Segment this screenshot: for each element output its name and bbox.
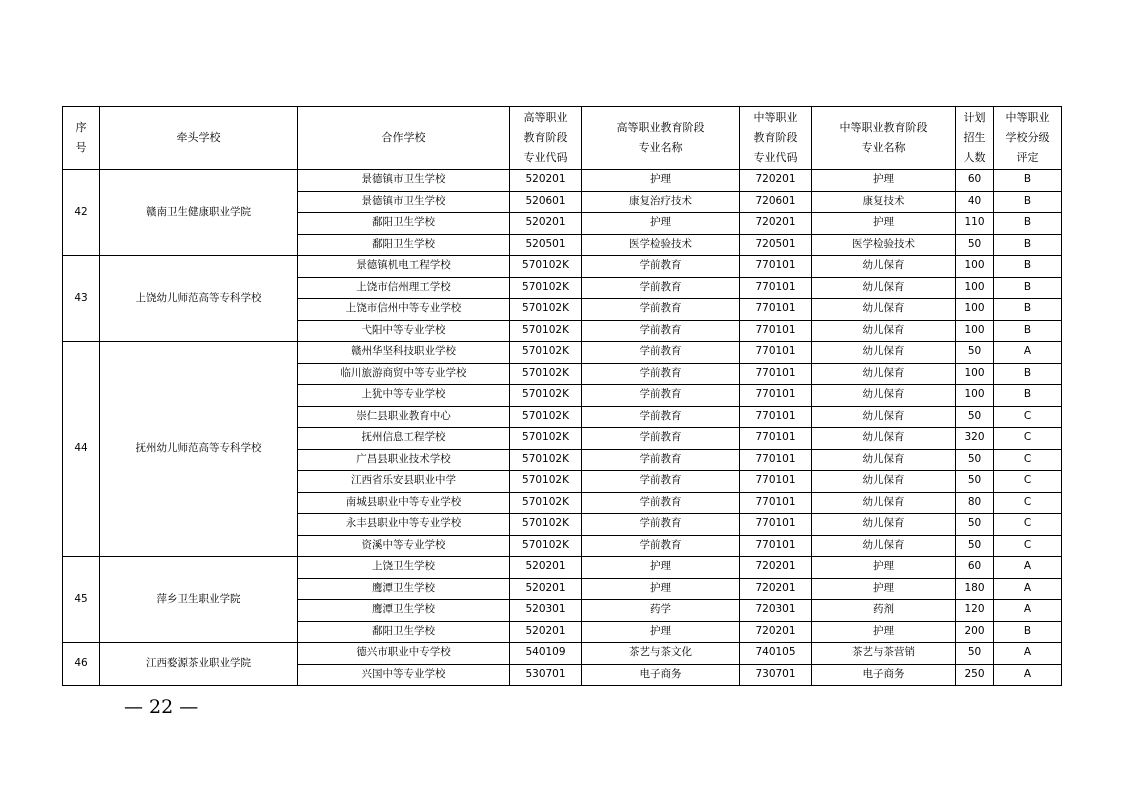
secondary-code-cell: 770101 bbox=[740, 342, 812, 364]
partner-school-cell: 德兴市职业中专学校 bbox=[298, 643, 510, 665]
higher-major-cell: 学前教育 bbox=[582, 256, 740, 278]
enrollment-cell: 120 bbox=[956, 600, 994, 622]
secondary-major-cell: 电子商务 bbox=[812, 664, 956, 686]
column-header bbox=[510, 107, 582, 170]
lead-school-cell: 上饶幼儿师范高等专科学校 bbox=[100, 256, 298, 342]
secondary-major-cell: 药剂 bbox=[812, 600, 956, 622]
partner-school-cell: 永丰县职业中等专业学校 bbox=[298, 514, 510, 536]
table-row bbox=[63, 170, 1062, 192]
enrollment-cell: 200 bbox=[956, 621, 994, 643]
secondary-major-cell: 护理 bbox=[812, 621, 956, 643]
partner-school-cell: 鹰潭卫生学校 bbox=[298, 578, 510, 600]
higher-major-cell: 护理 bbox=[582, 213, 740, 235]
higher-code-cell: 570102K bbox=[510, 406, 582, 428]
higher-code-cell: 520201 bbox=[510, 170, 582, 192]
secondary-major-cell: 护理 bbox=[812, 213, 956, 235]
higher-code-cell: 520501 bbox=[510, 234, 582, 256]
partner-school-cell: 南城县职业中等专业学校 bbox=[298, 492, 510, 514]
higher-code-cell: 570102K bbox=[510, 256, 582, 278]
table-row bbox=[63, 643, 1062, 665]
table-body bbox=[63, 170, 1062, 686]
higher-code-cell: 570102K bbox=[510, 363, 582, 385]
partner-school-cell: 弋阳中等专业学校 bbox=[298, 320, 510, 342]
grade-cell: B bbox=[994, 277, 1062, 299]
column-header bbox=[582, 107, 740, 170]
partner-school-cell: 景德镇市卫生学校 bbox=[298, 170, 510, 192]
secondary-major-cell: 护理 bbox=[812, 578, 956, 600]
secondary-code-cell: 770101 bbox=[740, 277, 812, 299]
higher-code-cell: 570102K bbox=[510, 299, 582, 321]
higher-code-cell: 570102K bbox=[510, 449, 582, 471]
higher-code-cell: 520601 bbox=[510, 191, 582, 213]
enrollment-cell: 100 bbox=[956, 320, 994, 342]
higher-code-cell: 520201 bbox=[510, 578, 582, 600]
secondary-code-cell: 720201 bbox=[740, 213, 812, 235]
higher-major-cell: 护理 bbox=[582, 621, 740, 643]
higher-major-cell: 学前教育 bbox=[582, 406, 740, 428]
column-header-text: 牵头学校 bbox=[176, 131, 221, 144]
higher-major-cell: 学前教育 bbox=[582, 385, 740, 407]
higher-major-cell: 药学 bbox=[582, 600, 740, 622]
higher-code-cell: 570102K bbox=[510, 428, 582, 450]
column-header bbox=[100, 107, 298, 170]
secondary-major-cell: 茶艺与茶营销 bbox=[812, 643, 956, 665]
enrollment-cell: 100 bbox=[956, 277, 994, 299]
enrollment-cell: 180 bbox=[956, 578, 994, 600]
column-header-text: 招生 bbox=[963, 131, 986, 144]
enrollment-cell: 100 bbox=[956, 385, 994, 407]
enrollment-cell: 60 bbox=[956, 557, 994, 579]
grade-cell: B bbox=[994, 385, 1062, 407]
enrollment-cell: 50 bbox=[956, 449, 994, 471]
secondary-code-cell: 720201 bbox=[740, 621, 812, 643]
higher-major-cell: 学前教育 bbox=[582, 471, 740, 493]
column-header-text: 人数 bbox=[963, 151, 986, 164]
column-header-text: 教育阶段 bbox=[523, 131, 568, 144]
column-header bbox=[740, 107, 812, 170]
grade-cell: B bbox=[994, 320, 1062, 342]
page-number: — 22 — bbox=[124, 696, 199, 718]
higher-major-cell: 学前教育 bbox=[582, 277, 740, 299]
grade-cell: C bbox=[994, 428, 1062, 450]
enrollment-cell: 50 bbox=[956, 514, 994, 536]
higher-major-cell: 康复治疗技术 bbox=[582, 191, 740, 213]
higher-code-cell: 570102K bbox=[510, 342, 582, 364]
grade-cell: B bbox=[994, 299, 1062, 321]
serial-number-cell: 42 bbox=[63, 170, 100, 256]
secondary-major-cell: 护理 bbox=[812, 170, 956, 192]
grade-cell: C bbox=[994, 449, 1062, 471]
partner-school-cell: 上犹中等专业学校 bbox=[298, 385, 510, 407]
column-header-text: 中等职业 bbox=[753, 111, 798, 124]
secondary-major-cell: 幼儿保育 bbox=[812, 256, 956, 278]
partner-school-cell: 崇仁县职业教育中心 bbox=[298, 406, 510, 428]
column-header-text: 高等职业教育阶段 bbox=[616, 121, 705, 134]
enrollment-cell: 50 bbox=[956, 471, 994, 493]
higher-code-cell: 570102K bbox=[510, 471, 582, 493]
lead-school-cell: 抚州幼儿师范高等专科学校 bbox=[100, 342, 298, 557]
enrollment-cell: 50 bbox=[956, 234, 994, 256]
higher-code-cell: 570102K bbox=[510, 385, 582, 407]
column-header-text: 专业代码 bbox=[753, 151, 798, 164]
column-header-text: 专业代码 bbox=[523, 151, 568, 164]
higher-code-cell: 540109 bbox=[510, 643, 582, 665]
lead-school-cell: 萍乡卫生职业学院 bbox=[100, 557, 298, 643]
secondary-major-cell: 护理 bbox=[812, 557, 956, 579]
partner-school-cell: 江西省乐安县职业中学 bbox=[298, 471, 510, 493]
grade-cell: A bbox=[994, 664, 1062, 686]
secondary-major-cell: 幼儿保育 bbox=[812, 342, 956, 364]
column-header-text: 评定 bbox=[1016, 151, 1039, 164]
grade-cell: C bbox=[994, 471, 1062, 493]
serial-number-cell: 45 bbox=[63, 557, 100, 643]
secondary-code-cell: 770101 bbox=[740, 471, 812, 493]
enrollment-cell: 50 bbox=[956, 342, 994, 364]
higher-major-cell: 学前教育 bbox=[582, 320, 740, 342]
column-header bbox=[812, 107, 956, 170]
secondary-code-cell: 720501 bbox=[740, 234, 812, 256]
column-header-text: 序 bbox=[75, 121, 87, 134]
secondary-code-cell: 770101 bbox=[740, 514, 812, 536]
secondary-major-cell: 幼儿保育 bbox=[812, 299, 956, 321]
higher-code-cell: 530701 bbox=[510, 664, 582, 686]
higher-major-cell: 电子商务 bbox=[582, 664, 740, 686]
grade-cell: A bbox=[994, 342, 1062, 364]
column-header-text: 计划 bbox=[963, 111, 986, 124]
partner-school-cell: 鹰潭卫生学校 bbox=[298, 600, 510, 622]
grade-cell: A bbox=[994, 557, 1062, 579]
higher-major-cell: 医学检验技术 bbox=[582, 234, 740, 256]
secondary-code-cell: 770101 bbox=[740, 449, 812, 471]
partner-school-cell: 鄱阳卫生学校 bbox=[298, 621, 510, 643]
partner-school-cell: 上饶卫生学校 bbox=[298, 557, 510, 579]
secondary-major-cell: 幼儿保育 bbox=[812, 363, 956, 385]
grade-cell: B bbox=[994, 256, 1062, 278]
higher-code-cell: 570102K bbox=[510, 514, 582, 536]
grade-cell: B bbox=[994, 170, 1062, 192]
enrollment-cell: 250 bbox=[956, 664, 994, 686]
grade-cell: B bbox=[994, 213, 1062, 235]
grade-cell: C bbox=[994, 535, 1062, 557]
column-header bbox=[956, 107, 994, 170]
partner-school-cell: 临川旅游商贸中等专业学校 bbox=[298, 363, 510, 385]
enrollment-cell: 50 bbox=[956, 406, 994, 428]
grade-cell: B bbox=[994, 363, 1062, 385]
enrollment-cell: 320 bbox=[956, 428, 994, 450]
higher-code-cell: 520301 bbox=[510, 600, 582, 622]
enrollment-cell: 100 bbox=[956, 363, 994, 385]
secondary-major-cell: 幼儿保育 bbox=[812, 471, 956, 493]
higher-major-cell: 茶艺与茶文化 bbox=[582, 643, 740, 665]
lead-school-cell: 赣南卫生健康职业学院 bbox=[100, 170, 298, 256]
secondary-major-cell: 幼儿保育 bbox=[812, 385, 956, 407]
enrollment-cell: 100 bbox=[956, 299, 994, 321]
higher-major-cell: 护理 bbox=[582, 578, 740, 600]
column-header bbox=[994, 107, 1062, 170]
column-header-text: 学校分级 bbox=[1005, 131, 1050, 144]
enrollment-table bbox=[62, 106, 1062, 686]
enrollment-cell: 80 bbox=[956, 492, 994, 514]
grade-cell: B bbox=[994, 621, 1062, 643]
column-header-text: 教育阶段 bbox=[753, 131, 798, 144]
grade-cell: C bbox=[994, 492, 1062, 514]
column-header-text: 号 bbox=[75, 141, 87, 154]
secondary-code-cell: 720201 bbox=[740, 170, 812, 192]
grade-cell: B bbox=[994, 234, 1062, 256]
lead-school-cell: 江西婺源茶业职业学院 bbox=[100, 643, 298, 686]
enrollment-cell: 40 bbox=[956, 191, 994, 213]
partner-school-cell: 广昌县职业技术学校 bbox=[298, 449, 510, 471]
column-header-text: 中等职业 bbox=[1005, 111, 1050, 124]
higher-major-cell: 学前教育 bbox=[582, 428, 740, 450]
column-header-text: 高等职业 bbox=[523, 111, 568, 124]
partner-school-cell: 抚州信息工程学校 bbox=[298, 428, 510, 450]
higher-major-cell: 学前教育 bbox=[582, 449, 740, 471]
grade-cell: A bbox=[994, 578, 1062, 600]
secondary-code-cell: 770101 bbox=[740, 363, 812, 385]
secondary-major-cell: 幼儿保育 bbox=[812, 406, 956, 428]
column-header bbox=[298, 107, 510, 170]
enrollment-cell: 50 bbox=[956, 643, 994, 665]
secondary-major-cell: 医学检验技术 bbox=[812, 234, 956, 256]
serial-number-cell: 46 bbox=[63, 643, 100, 686]
table-row bbox=[63, 557, 1062, 579]
higher-code-cell: 570102K bbox=[510, 535, 582, 557]
higher-code-cell: 570102K bbox=[510, 492, 582, 514]
secondary-code-cell: 770101 bbox=[740, 428, 812, 450]
secondary-code-cell: 740105 bbox=[740, 643, 812, 665]
secondary-code-cell: 770101 bbox=[740, 492, 812, 514]
column-header-text: 专业名称 bbox=[861, 141, 906, 154]
grade-cell: C bbox=[994, 406, 1062, 428]
secondary-major-cell: 幼儿保育 bbox=[812, 428, 956, 450]
serial-number-cell: 44 bbox=[63, 342, 100, 557]
partner-school-cell: 景德镇机电工程学校 bbox=[298, 256, 510, 278]
enrollment-cell: 60 bbox=[956, 170, 994, 192]
secondary-code-cell: 720601 bbox=[740, 191, 812, 213]
secondary-major-cell: 幼儿保育 bbox=[812, 449, 956, 471]
higher-code-cell: 520201 bbox=[510, 621, 582, 643]
column-header bbox=[63, 107, 100, 170]
secondary-major-cell: 幼儿保育 bbox=[812, 277, 956, 299]
serial-number-cell: 43 bbox=[63, 256, 100, 342]
secondary-code-cell: 770101 bbox=[740, 385, 812, 407]
secondary-code-cell: 720201 bbox=[740, 557, 812, 579]
higher-code-cell: 520201 bbox=[510, 213, 582, 235]
secondary-major-cell: 幼儿保育 bbox=[812, 492, 956, 514]
partner-school-cell: 鄱阳卫生学校 bbox=[298, 213, 510, 235]
higher-major-cell: 学前教育 bbox=[582, 492, 740, 514]
higher-major-cell: 学前教育 bbox=[582, 299, 740, 321]
secondary-code-cell: 770101 bbox=[740, 256, 812, 278]
higher-code-cell: 520201 bbox=[510, 557, 582, 579]
table-row bbox=[63, 256, 1062, 278]
higher-code-cell: 570102K bbox=[510, 320, 582, 342]
partner-school-cell: 上饶市信州中等专业学校 bbox=[298, 299, 510, 321]
partner-school-cell: 资溪中等专业学校 bbox=[298, 535, 510, 557]
secondary-major-cell: 幼儿保育 bbox=[812, 535, 956, 557]
higher-major-cell: 护理 bbox=[582, 170, 740, 192]
partner-school-cell: 景德镇市卫生学校 bbox=[298, 191, 510, 213]
secondary-code-cell: 730701 bbox=[740, 664, 812, 686]
higher-code-cell: 570102K bbox=[510, 277, 582, 299]
higher-major-cell: 护理 bbox=[582, 557, 740, 579]
secondary-code-cell: 720201 bbox=[740, 578, 812, 600]
secondary-code-cell: 770101 bbox=[740, 299, 812, 321]
partner-school-cell: 鄱阳卫生学校 bbox=[298, 234, 510, 256]
higher-major-cell: 学前教育 bbox=[582, 342, 740, 364]
secondary-code-cell: 770101 bbox=[740, 535, 812, 557]
secondary-code-cell: 720301 bbox=[740, 600, 812, 622]
column-header-text: 合作学校 bbox=[381, 131, 426, 144]
enrollment-cell: 100 bbox=[956, 256, 994, 278]
enrollment-cell: 50 bbox=[956, 535, 994, 557]
secondary-major-cell: 幼儿保育 bbox=[812, 514, 956, 536]
grade-cell: C bbox=[994, 514, 1062, 536]
partner-school-cell: 赣州华坚科技职业学校 bbox=[298, 342, 510, 364]
higher-major-cell: 学前教育 bbox=[582, 514, 740, 536]
header-row bbox=[63, 107, 1062, 170]
secondary-code-cell: 770101 bbox=[740, 320, 812, 342]
table-header bbox=[63, 107, 1062, 170]
grade-cell: A bbox=[994, 643, 1062, 665]
column-header-text: 专业名称 bbox=[638, 141, 683, 154]
column-header-text: 中等职业教育阶段 bbox=[839, 121, 928, 134]
higher-major-cell: 学前教育 bbox=[582, 535, 740, 557]
grade-cell: B bbox=[994, 191, 1062, 213]
secondary-major-cell: 康复技术 bbox=[812, 191, 956, 213]
secondary-code-cell: 770101 bbox=[740, 406, 812, 428]
partner-school-cell: 兴国中等专业学校 bbox=[298, 664, 510, 686]
grade-cell: A bbox=[994, 600, 1062, 622]
secondary-major-cell: 幼儿保育 bbox=[812, 320, 956, 342]
partner-school-cell: 上饶市信州理工学校 bbox=[298, 277, 510, 299]
enrollment-cell: 110 bbox=[956, 213, 994, 235]
higher-major-cell: 学前教育 bbox=[582, 363, 740, 385]
table-row bbox=[63, 342, 1062, 364]
